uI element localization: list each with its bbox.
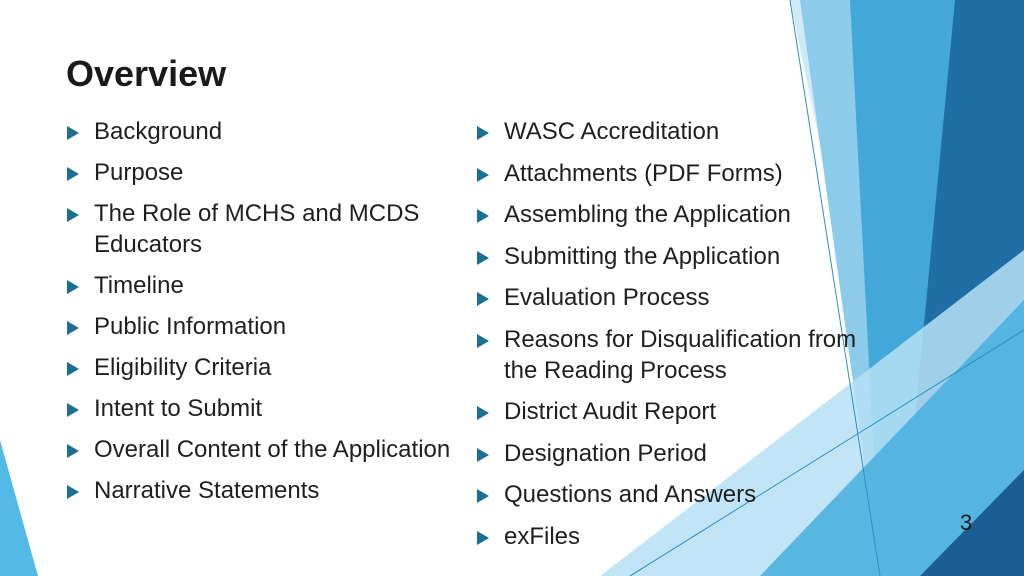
list-item xyxy=(476,282,896,313)
list-item-text: Submitting the Application xyxy=(504,242,781,270)
triangle-bullet-icon xyxy=(67,321,79,335)
list-item-text: Eligibility Criteria xyxy=(94,354,272,381)
list-item-text: Designation Period xyxy=(504,439,707,467)
left-bullet-list xyxy=(66,116,456,516)
triangle-bullet-icon xyxy=(67,126,79,140)
triangle-bullet-icon xyxy=(477,489,489,503)
list-item-text: exFiles xyxy=(504,522,581,550)
right-bullet-list xyxy=(476,116,896,562)
list-item xyxy=(66,393,456,424)
triangle-bullet-icon xyxy=(67,403,79,417)
triangle-bullet-icon xyxy=(477,406,489,420)
list-item xyxy=(66,475,456,506)
triangle-bullet-icon xyxy=(67,208,79,222)
list-item-text: WASC Accreditation xyxy=(504,118,720,145)
list-item-text: Evaluation Process xyxy=(504,284,710,311)
list-item-text: District Audit Report xyxy=(504,398,717,425)
list-item xyxy=(476,521,896,552)
list-item xyxy=(476,158,896,189)
list-item-text: Questions and Answers xyxy=(504,481,757,508)
list-item-text: Assembling the Application xyxy=(504,201,791,228)
list-item xyxy=(476,324,896,386)
list-item-text: Attachments (PDF Forms) xyxy=(504,159,783,187)
triangle-bullet-icon xyxy=(67,167,79,181)
triangle-bullet-icon xyxy=(67,280,79,294)
list-item-text: Timeline xyxy=(94,272,184,299)
list-item xyxy=(476,396,896,427)
list-item-text: Narrative Statements xyxy=(94,477,320,504)
list-item xyxy=(66,116,456,147)
list-item xyxy=(66,352,456,383)
triangle-bullet-icon xyxy=(67,485,79,499)
triangle-bullet-icon xyxy=(477,209,489,223)
page-number: 3 xyxy=(960,510,973,535)
triangle-bullet-icon xyxy=(477,126,489,140)
triangle-bullet-icon xyxy=(67,362,79,376)
list-item xyxy=(66,198,456,260)
triangle-bullet-icon xyxy=(477,251,489,265)
triangle-bullet-icon xyxy=(477,334,489,348)
list-item-text: The Role of MCHS and MCDS Educators xyxy=(94,200,420,258)
list-item-text: Reasons for Disqualification from the Reading Process xyxy=(504,325,857,384)
triangle-bullet-icon xyxy=(477,292,489,306)
list-item xyxy=(476,438,896,469)
slide-title: Overview xyxy=(66,53,227,94)
list-item xyxy=(476,116,896,147)
list-item xyxy=(66,434,456,465)
list-item-text: Public Information xyxy=(94,313,287,340)
list-item-text: Overall Content of the Application xyxy=(94,436,451,463)
list-item-text: Purpose xyxy=(94,159,184,186)
list-item xyxy=(476,479,896,510)
triangle-bullet-icon xyxy=(477,448,489,462)
left-bottom-accent xyxy=(0,440,38,576)
list-item xyxy=(66,311,456,342)
list-item xyxy=(476,199,896,230)
list-item-text: Intent to Submit xyxy=(94,395,263,422)
triangle-bullet-icon xyxy=(477,531,489,545)
list-item xyxy=(476,241,896,272)
triangle-bullet-icon xyxy=(67,444,79,458)
list-item xyxy=(66,157,456,188)
list-item-text: Background xyxy=(94,118,223,145)
triangle-bullet-icon xyxy=(477,168,489,182)
list-item xyxy=(66,270,456,301)
